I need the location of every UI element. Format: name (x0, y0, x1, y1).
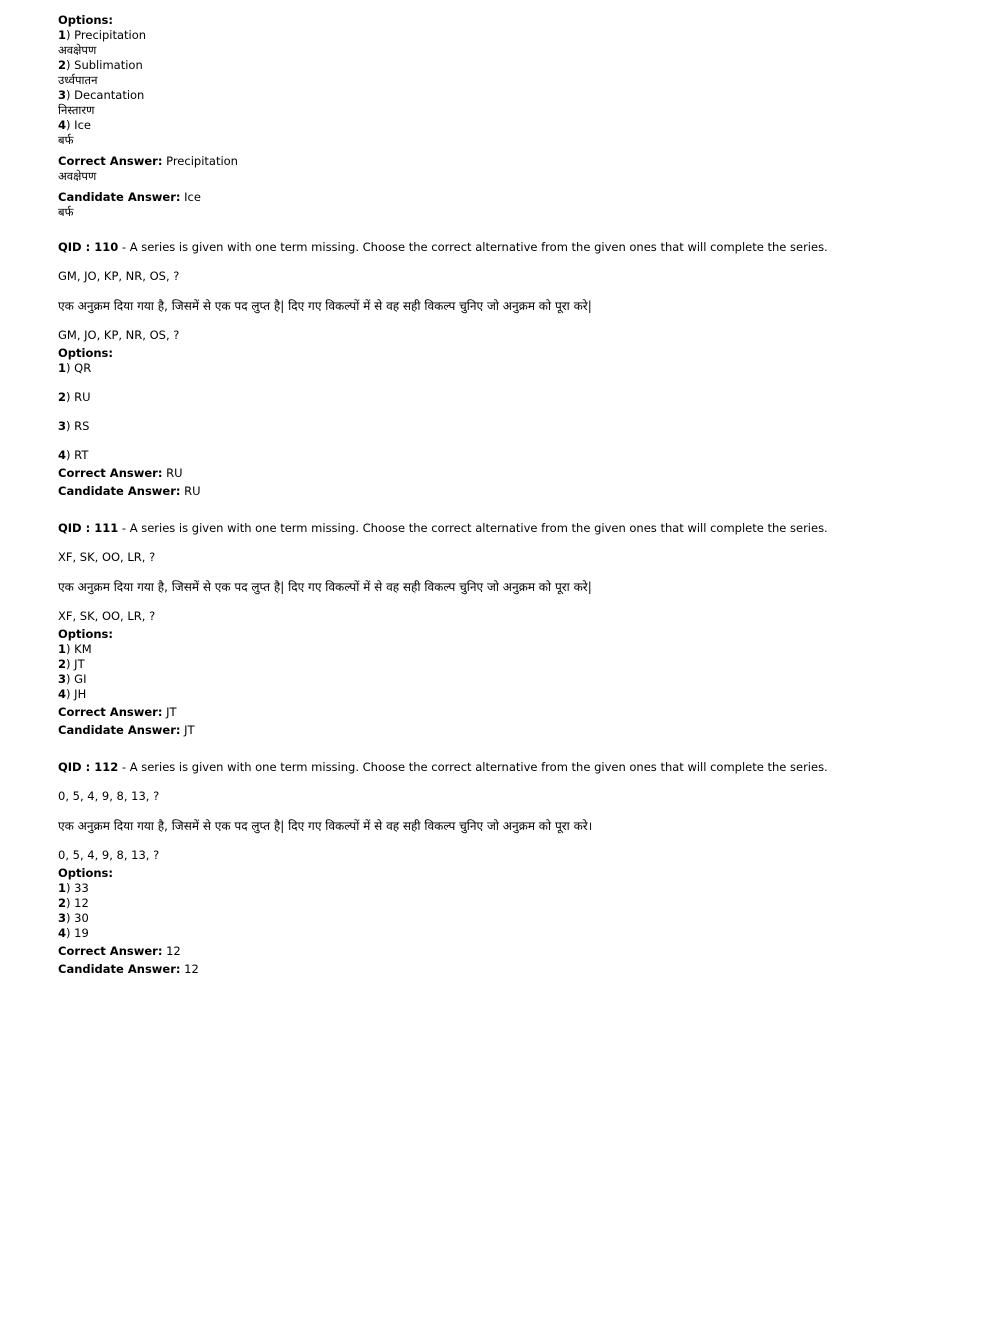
series-english: 0, 5, 4, 9, 8, 13, ? (58, 789, 160, 803)
candidate-answer-value: RU (184, 484, 201, 498)
option-text: Ice (74, 118, 91, 132)
option-number: 4 (58, 448, 67, 462)
option-3: 3) GI (58, 672, 87, 686)
option-3-hindi: निस्तारण (58, 103, 95, 117)
option-number: 3 (58, 88, 67, 102)
qid-label: QID : (58, 760, 95, 774)
correct-answer (58, 705, 958, 720)
qid-label: QID : (58, 240, 95, 254)
options-label: Options: (58, 866, 113, 880)
question-text (58, 521, 958, 536)
question-hindi: एक अनुक्रम दिया गया है, जिसमें से एक पद लुप्त है| दिए गए विकल्पों में से वह सही विकल्प चुनिए जो अनुक्रम को पूरा करे| (58, 580, 592, 594)
correct-answer-value: 12 (166, 944, 181, 958)
option-number: 1 (58, 28, 67, 42)
candidate-answer-label: Candidate Answer: (58, 484, 181, 498)
option-text: GI (74, 672, 87, 686)
options-label: Options: (58, 13, 113, 27)
question-english: - A series is given with one term missing. Choose the correct alternative from the given ones that will complete the series. (118, 521, 828, 535)
correct-answer-value: JT (166, 705, 177, 719)
option-4: 4) Ice (58, 118, 91, 132)
option-number: 1 (58, 361, 67, 375)
candidate-answer-label: Candidate Answer: (58, 723, 181, 737)
option-text: Sublimation (74, 58, 143, 72)
option-text: Decantation (74, 88, 145, 102)
candidate-answer-value: Ice (184, 190, 201, 204)
option-4-hindi: बर्फ (58, 133, 74, 147)
candidate-answer (58, 962, 958, 977)
series-hindi: XF, SK, OO, LR, ? (58, 609, 156, 623)
option-3: 3) RS (58, 419, 90, 433)
series-hindi: GM, JO, KP, NR, OS, ? (58, 328, 180, 342)
document-page (58, 13, 958, 977)
options-label: Options: (58, 346, 113, 360)
options-label: Options: (58, 627, 113, 641)
candidate-answer (58, 484, 958, 499)
question-112-block (58, 760, 958, 977)
option-text: JT (74, 657, 85, 671)
qid-number: 111 (94, 521, 119, 535)
question-hindi: एक अनुक्रम दिया गया है, जिसमें से एक पद लुप्त है| दिए गए विकल्पों में से वह सही विकल्प चुनिए जो अनुक्रम को पूरा करे। (58, 819, 593, 833)
option-2: 2) 12 (58, 896, 89, 910)
question-english: - A series is given with one term missing. Choose the correct alternative from the given ones that will complete the series. (118, 240, 828, 254)
option-number: 2 (58, 390, 67, 404)
series-english: XF, SK, OO, LR, ? (58, 550, 156, 564)
option-1-hindi: अवक्षेपण (58, 43, 97, 57)
option-number: 2 (58, 896, 67, 910)
option-number: 1 (58, 642, 67, 656)
candidate-answer-hindi: बर्फ (58, 205, 74, 219)
question-hindi: एक अनुक्रम दिया गया है, जिसमें से एक पद लुप्त है| दिए गए विकल्पों में से वह सही विकल्प चुनिए जो अनुक्रम को पूरा करे| (58, 299, 592, 313)
option-text: 30 (74, 911, 89, 925)
option-text: JH (74, 687, 87, 701)
correct-answer-value: Precipitation (166, 154, 238, 168)
option-3: 3) Decantation (58, 88, 145, 102)
correct-answer (58, 154, 958, 169)
option-1: 1) Precipitation (58, 28, 147, 42)
series-hindi: 0, 5, 4, 9, 8, 13, ? (58, 848, 160, 862)
option-4: 4) JH (58, 687, 87, 701)
correct-answer-label: Correct Answer: (58, 944, 163, 958)
candidate-answer-label: Candidate Answer: (58, 190, 181, 204)
series-english: GM, JO, KP, NR, OS, ? (58, 269, 180, 283)
option-text: RU (74, 390, 91, 404)
option-text: RS (74, 419, 90, 433)
correct-answer-hindi: अवक्षेपण (58, 169, 97, 183)
option-2: 2) JT (58, 657, 85, 671)
option-number: 4 (58, 687, 67, 701)
question-text (58, 760, 958, 775)
option-4: 4) RT (58, 448, 89, 462)
question-109-block (58, 13, 958, 220)
candidate-answer (58, 190, 958, 205)
question-111-block (58, 521, 958, 738)
option-number: 3 (58, 419, 67, 433)
candidate-answer (58, 723, 958, 738)
option-text: Precipitation (74, 28, 147, 42)
option-1: 1) 33 (58, 881, 89, 895)
correct-answer (58, 466, 958, 481)
option-3: 3) 30 (58, 911, 89, 925)
option-1: 1) QR (58, 361, 92, 375)
option-number: 3 (58, 911, 67, 925)
option-1: 1) KM (58, 642, 92, 656)
correct-answer (58, 944, 958, 959)
qid-number: 112 (94, 760, 119, 774)
correct-answer-label: Correct Answer: (58, 705, 163, 719)
option-text: KM (74, 642, 92, 656)
option-text: RT (74, 448, 89, 462)
option-2: 2) RU (58, 390, 91, 404)
qid-number: 110 (94, 240, 119, 254)
option-number: 2 (58, 58, 67, 72)
option-number: 4 (58, 118, 67, 132)
correct-answer-label: Correct Answer: (58, 466, 163, 480)
qid-label: QID : (58, 521, 95, 535)
option-number: 3 (58, 672, 67, 686)
option-2-hindi: उर्ध्वपातन (58, 73, 98, 87)
option-number: 4 (58, 926, 67, 940)
option-text: 33 (74, 881, 89, 895)
option-text: 19 (74, 926, 89, 940)
option-number: 1 (58, 881, 67, 895)
option-2: 2) Sublimation (58, 58, 143, 72)
option-number: 2 (58, 657, 67, 671)
question-english: - A series is given with one term missing. Choose the correct alternative from the given ones that will complete the series. (118, 760, 828, 774)
option-4: 4) 19 (58, 926, 89, 940)
correct-answer-label: Correct Answer: (58, 154, 163, 168)
option-text: QR (74, 361, 92, 375)
correct-answer-value: RU (166, 466, 183, 480)
candidate-answer-label: Candidate Answer: (58, 962, 181, 976)
option-text: 12 (74, 896, 89, 910)
question-110-block (58, 240, 958, 499)
candidate-answer-value: JT (184, 723, 195, 737)
candidate-answer-value: 12 (184, 962, 199, 976)
question-text (58, 240, 958, 255)
